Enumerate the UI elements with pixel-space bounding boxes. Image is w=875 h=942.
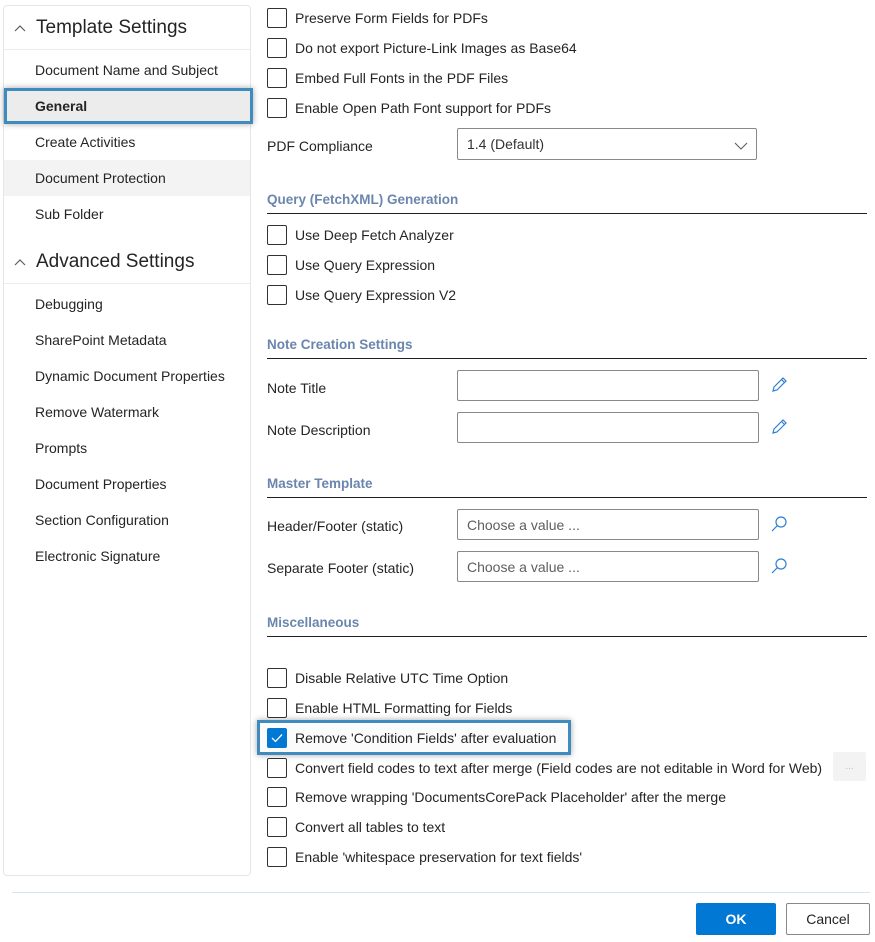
checkbox-box[interactable] xyxy=(267,787,287,807)
header-footer-label: Header/Footer (static) xyxy=(267,518,404,534)
checkbox-label: Use Deep Fetch Analyzer xyxy=(295,227,454,243)
search-icon[interactable] xyxy=(770,515,788,533)
checkbox-convert-tables-to-text[interactable] xyxy=(267,816,445,838)
sidebar-item-label: SharePoint Metadata xyxy=(35,332,167,348)
checkbox-open-path-font[interactable] xyxy=(267,97,551,119)
checkbox-embed-full-fonts[interactable] xyxy=(267,67,508,89)
checkbox-label: Remove wrapping 'DocumentsCorePack Placeholder' after the merge xyxy=(295,789,726,805)
sidebar-item-debugging[interactable] xyxy=(4,286,250,322)
checkbox-label: Remove 'Condition Fields' after evaluation xyxy=(295,730,557,746)
checkbox-box[interactable] xyxy=(267,8,287,28)
checkbox-label: Use Query Expression xyxy=(295,257,436,273)
checkbox-label: Preserve Form Fields for PDFs xyxy=(295,10,488,26)
checkbox-whitespace-preservation[interactable] xyxy=(267,846,582,868)
checkbox-convert-field-codes[interactable] xyxy=(267,757,822,779)
input-placeholder: Choose a value ... xyxy=(467,516,580,533)
group-title: Template Settings xyxy=(36,16,188,38)
section-title-query: Query (FetchXML) Generation xyxy=(267,192,867,214)
checkbox-label: Convert field codes to text after merge (Field codes are not editable in Word for Web) xyxy=(295,760,823,776)
pdf-compliance-select[interactable] xyxy=(457,128,757,160)
checkbox-label: Enable HTML Formatting for Fields xyxy=(295,700,513,716)
sidebar-item-sub-folder[interactable] xyxy=(4,196,250,232)
note-description-label: Note Description xyxy=(267,422,371,438)
checkbox-disable-relative-utc[interactable] xyxy=(267,667,508,689)
checkbox-label: Embed Full Fonts in the PDF Files xyxy=(295,70,509,86)
sidebar-item-general[interactable] xyxy=(4,88,253,124)
sidebar-item-remove-watermark[interactable] xyxy=(4,394,250,430)
checkbox-box[interactable] xyxy=(267,98,287,118)
checkbox-label: Convert all tables to text xyxy=(295,819,446,835)
note-title-input[interactable] xyxy=(457,370,759,401)
separate-footer-label: Separate Footer (static) xyxy=(267,560,415,576)
sidebar-item-label: Document Properties xyxy=(35,476,167,492)
checkbox-enable-html-formatting[interactable] xyxy=(267,697,512,719)
checkbox-box[interactable] xyxy=(267,817,287,837)
checkbox-box[interactable] xyxy=(267,285,287,305)
checkbox-label: Enable 'whitespace preservation for text fields' xyxy=(295,849,583,865)
sidebar-item-sharepoint-metadata[interactable] xyxy=(4,322,250,358)
chevron-down-icon xyxy=(734,138,748,154)
group-header-advanced-settings[interactable] xyxy=(4,240,250,284)
sidebar-item-label: Sub Folder xyxy=(35,206,104,222)
sidebar-item-label: General xyxy=(35,98,88,114)
header-footer-lookup[interactable] xyxy=(457,509,759,540)
search-icon[interactable] xyxy=(770,557,788,575)
checkbox-remove-condition-fields[interactable] xyxy=(267,727,556,749)
checkbox-no-base64-images[interactable] xyxy=(267,37,577,59)
checkbox-query-expression[interactable] xyxy=(267,254,435,276)
checkbox-box[interactable] xyxy=(267,847,287,867)
checkbox-box[interactable] xyxy=(267,38,287,58)
sidebar-item-label: Electronic Signature xyxy=(35,548,161,564)
checkbox-label: Disable Relative UTC Time Option xyxy=(295,670,509,686)
select-value: 1.4 (Default) xyxy=(467,136,545,152)
group-header-template-settings[interactable] xyxy=(4,6,250,50)
pencil-icon[interactable] xyxy=(770,418,788,436)
checkmark-icon xyxy=(271,733,283,743)
checkbox-preserve-form-fields[interactable] xyxy=(267,7,488,29)
sidebar-item-label: Debugging xyxy=(35,296,103,312)
sidebar-item-label: Dynamic Document Properties xyxy=(35,368,225,384)
note-title-label: Note Title xyxy=(267,380,327,396)
sidebar-item-section-configuration[interactable] xyxy=(4,502,250,538)
sidebar-item-label: Remove Watermark xyxy=(35,404,159,420)
section-title-note: Note Creation Settings xyxy=(267,337,867,359)
sidebar-item-create-activities[interactable] xyxy=(4,124,250,160)
checkbox-box[interactable] xyxy=(267,728,287,748)
sidebar-item-label: Prompts xyxy=(35,440,88,456)
separate-footer-lookup[interactable] xyxy=(457,551,759,582)
sidebar-item-label: Create Activities xyxy=(35,134,136,150)
sidebar-item-label: Document Name and Subject xyxy=(35,62,218,78)
checkbox-label: Do not export Picture-Link Images as Base64 xyxy=(295,40,577,56)
checkbox-box[interactable] xyxy=(267,698,287,718)
sidebar-item-dynamic-document-properties[interactable] xyxy=(4,358,250,394)
sidebar-item-prompts[interactable] xyxy=(4,430,250,466)
settings-sidebar xyxy=(3,5,251,876)
chevron-up-icon xyxy=(12,20,28,36)
sidebar-item-document-protection[interactable] xyxy=(4,160,250,196)
checkbox-label: Enable Open Path Font support for PDFs xyxy=(295,100,552,116)
note-description-input[interactable] xyxy=(457,412,759,443)
group-title: Advanced Settings xyxy=(36,250,195,272)
more-options-button[interactable]: ... xyxy=(833,752,866,781)
checkbox-query-expression-v2[interactable] xyxy=(267,284,456,306)
checkbox-box[interactable] xyxy=(267,68,287,88)
checkbox-deep-fetch-analyzer[interactable] xyxy=(267,224,454,246)
pencil-icon[interactable] xyxy=(770,376,788,394)
sidebar-item-document-name-and-subject[interactable] xyxy=(4,52,250,88)
sidebar-item-electronic-signature[interactable] xyxy=(4,538,250,574)
input-placeholder: Choose a value ... xyxy=(467,558,580,575)
sidebar-item-document-properties[interactable] xyxy=(4,466,250,502)
pdf-compliance-label: PDF Compliance xyxy=(267,138,373,154)
checkbox-remove-wrapping-placeholder[interactable] xyxy=(267,786,726,808)
chevron-up-icon xyxy=(12,254,28,270)
sidebar-item-label: Document Protection xyxy=(35,170,166,186)
sidebar-item-label: Section Configuration xyxy=(35,512,169,528)
section-title-master-template: Master Template xyxy=(267,476,867,498)
checkbox-box[interactable] xyxy=(267,255,287,275)
ok-button[interactable]: OK xyxy=(696,903,776,935)
cancel-button[interactable]: Cancel xyxy=(786,903,870,935)
footer-divider xyxy=(12,892,870,893)
checkbox-box[interactable] xyxy=(267,225,287,245)
checkbox-label: Use Query Expression V2 xyxy=(295,287,457,303)
section-title-miscellaneous: Miscellaneous xyxy=(267,615,867,637)
checkbox-box[interactable] xyxy=(267,668,287,688)
checkbox-box[interactable] xyxy=(267,758,287,778)
